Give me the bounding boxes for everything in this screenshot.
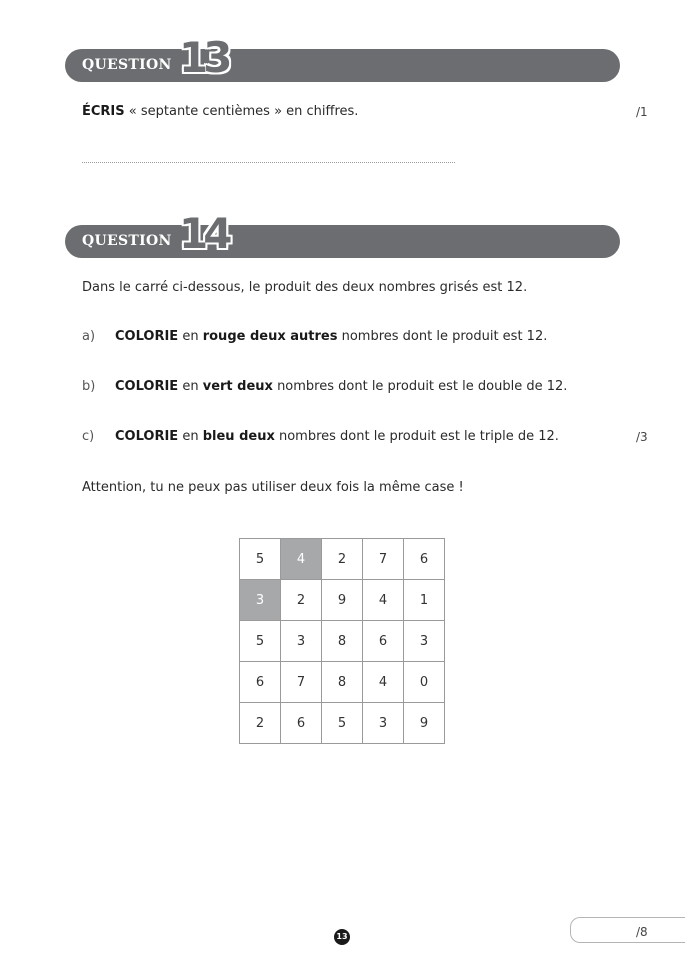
grid-cell[interactable]: 9 xyxy=(404,703,445,744)
grid-row xyxy=(240,662,445,703)
grid-cell[interactable]: 6 xyxy=(363,621,404,662)
grid-cell[interactable]: 3 xyxy=(404,621,445,662)
number-grid xyxy=(239,538,445,744)
item-rest: nombres dont le produit est 12. xyxy=(337,329,548,344)
grid-cell-shaded[interactable]: 4 xyxy=(281,539,322,580)
q14-item-c xyxy=(82,429,559,444)
item-rest: nombres dont le produit est le triple de 12. xyxy=(274,429,559,444)
q14-warning: Attention, tu ne peux pas utiliser deux fois la même case ! xyxy=(82,480,464,495)
grid-cell[interactable]: 5 xyxy=(240,539,281,580)
grid-cell[interactable]: 8 xyxy=(322,662,363,703)
grid-cell[interactable]: 5 xyxy=(322,703,363,744)
question-label: QUESTION xyxy=(82,57,172,73)
grid-cell[interactable]: 3 xyxy=(363,703,404,744)
grid-cell[interactable]: 2 xyxy=(322,539,363,580)
q13-instruction-verb: ÉCRIS xyxy=(82,104,125,119)
question-number: 14 xyxy=(179,209,228,258)
grid-cell[interactable]: 4 xyxy=(363,662,404,703)
q14-item-a xyxy=(82,329,547,344)
item-en: en xyxy=(178,429,203,444)
item-rest: nombres dont le produit est le double de 12. xyxy=(272,379,568,394)
grid-cell[interactable]: 8 xyxy=(322,621,363,662)
q13-instruction xyxy=(82,104,358,119)
grid-cell[interactable]: 5 xyxy=(240,621,281,662)
grid-row xyxy=(240,703,445,744)
question-label: QUESTION xyxy=(82,233,172,249)
q14-intro: Dans le carré ci-dessous, le produit des deux nombres grisés est 12. xyxy=(82,280,528,295)
question-13-header xyxy=(65,33,620,82)
grid-cell[interactable]: 4 xyxy=(363,580,404,621)
question-14-header xyxy=(65,209,620,258)
q14-item-b xyxy=(82,379,567,394)
grid-cell[interactable]: 2 xyxy=(281,580,322,621)
grid-cell[interactable]: 1 xyxy=(404,580,445,621)
grid-row xyxy=(240,539,445,580)
grid-row xyxy=(240,580,445,621)
q13-instruction-text: « septante centièmes » en chiffres. xyxy=(124,104,359,119)
grid-cell-shaded[interactable]: 3 xyxy=(240,580,281,621)
grid-cell[interactable]: 2 xyxy=(240,703,281,744)
item-marker: b) xyxy=(82,379,96,394)
q14-score: /3 xyxy=(636,430,648,444)
item-verb: COLORIE xyxy=(115,429,179,444)
item-emphasis: vert deux xyxy=(202,379,273,394)
item-en: en xyxy=(178,329,203,344)
grid-cell[interactable]: 0 xyxy=(404,662,445,703)
q13-score: /1 xyxy=(636,105,648,119)
grid-cell[interactable]: 6 xyxy=(404,539,445,580)
grid-cell[interactable]: 6 xyxy=(281,703,322,744)
item-emphasis: rouge deux autres xyxy=(202,329,338,344)
total-score-box xyxy=(570,917,685,943)
page-number: 13 xyxy=(334,929,350,945)
item-marker: c) xyxy=(82,429,95,444)
item-verb: COLORIE xyxy=(115,329,179,344)
grid-cell[interactable]: 6 xyxy=(240,662,281,703)
grid-cell[interactable]: 3 xyxy=(281,621,322,662)
grid-cell[interactable]: 9 xyxy=(322,580,363,621)
item-emphasis: bleu deux xyxy=(202,429,275,444)
item-en: en xyxy=(178,379,203,394)
grid-row xyxy=(240,621,445,662)
grid-cell[interactable]: 7 xyxy=(363,539,404,580)
grid-cell[interactable]: 7 xyxy=(281,662,322,703)
item-verb: COLORIE xyxy=(115,379,179,394)
item-marker: a) xyxy=(82,329,96,344)
total-score: /8 xyxy=(636,925,648,939)
question-number: 13 xyxy=(179,33,228,82)
q13-answer-line[interactable] xyxy=(82,162,455,163)
